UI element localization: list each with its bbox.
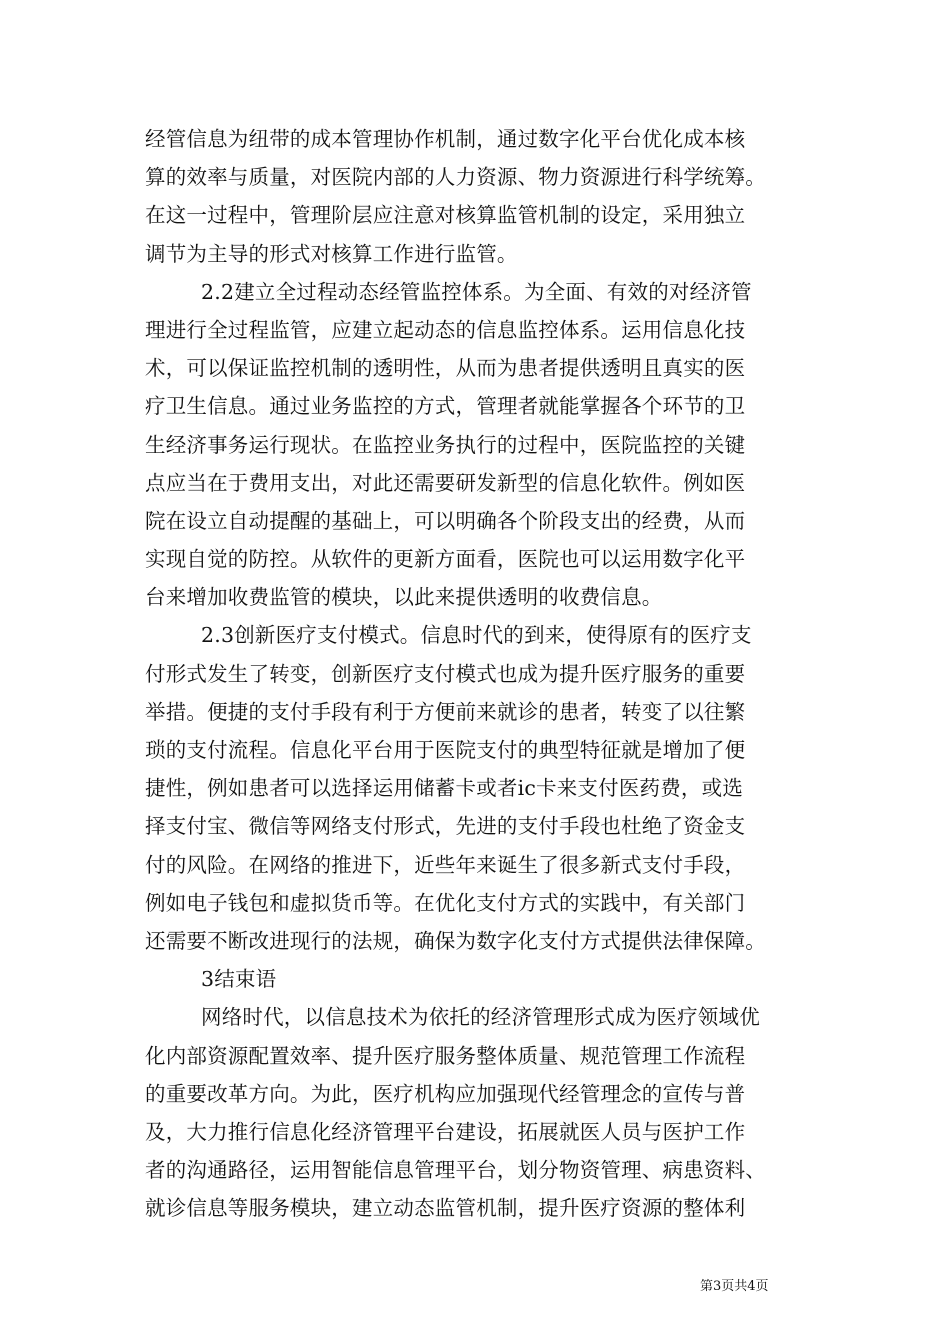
text-line: 算的效率与质量，对医院内部的人力资源、物力资源进行科学统筹。: [145, 165, 766, 190]
text-line: 理进行全过程监管，应建立起动态的信息监控体系。运用信息化技: [145, 317, 746, 342]
section-2-2-heading-line: 2.2建立全过程动态经管监控体系。为全面、有效的对经济管: [201, 279, 752, 304]
text-line: 就诊信息等服务模块，建立动态监管机制，提升医疗资源的整体利: [145, 1196, 746, 1221]
text-line: 院在设立自动提醒的基础上，可以明确各个阶段支出的经费，从而: [145, 508, 746, 533]
text-line: 付形式发生了转变，创新医疗支付模式也成为提升医疗服务的重要: [145, 661, 746, 686]
page-number: 第3页共4页: [700, 1279, 769, 1294]
text-line: 术，可以保证监控机制的透明性，从而为患者提供透明且真实的医: [145, 356, 746, 381]
text-line: 生经济事务运行现状。在监控业务执行的过程中，医院监控的关键: [145, 432, 746, 457]
text-line: 捷性，例如患者可以选择运用储蓄卡或者ic卡来支付医药费，或选: [145, 776, 744, 801]
text-line: 付的风险。在网络的推进下，近些年来诞生了很多新式支付手段，: [145, 852, 746, 877]
text-line: 例如电子钱包和虚拟货币等。在优化支付方式的实践中，有关部门: [145, 890, 746, 915]
section-3-heading: 3结束语: [201, 967, 277, 992]
text-line: 在这一过程中，管理阶层应注意对核算监管机制的设定，采用独立: [145, 203, 746, 228]
text-line: 点应当在于费用支出，对此还需要研发新型的信息化软件。例如医: [145, 470, 746, 495]
text-line: 台来增加收费监管的模块，以此来提供透明的收费信息。: [145, 585, 663, 610]
text-line: 择支付宝、微信等网络支付形式，先进的支付手段也杜绝了资金支: [145, 814, 746, 839]
text-line: 化内部资源配置效率、提升医疗服务整体质量、规范管理工作流程: [145, 1043, 746, 1068]
text-line: 还需要不断改进现行的法规，确保为数字化支付方式提供法律保障。: [145, 928, 766, 953]
text-line: 经管信息为纽带的成本管理协作机制，通过数字化平台优化成本核: [145, 127, 746, 151]
section-2-3-heading-line: 2.3创新医疗支付模式。信息时代的到来，使得原有的医疗支: [201, 623, 752, 648]
text-line: 者的沟通路径，运用智能信息管理平台，划分物资管理、病患资料、: [145, 1158, 766, 1183]
text-line: 网络时代，以信息技术为依托的经济管理形式成为医疗领域优: [201, 1005, 760, 1030]
text-line: 及，大力推行信息化经济管理平台建设，拓展就医人员与医护工作: [145, 1119, 746, 1144]
body-text: [145, 120, 807, 1227]
text-line: 实现自觉的防控。从软件的更新方面看，医院也可以运用数字化平: [145, 547, 746, 572]
text-line: 调节为主导的形式对核算工作进行监管。: [145, 241, 518, 266]
text-line: 举措。便捷的支付手段有利于方便前来就诊的患者，转变了以往繁: [145, 699, 746, 724]
text-line: 琐的支付流程。信息化平台用于医院支付的典型特征就是增加了便: [145, 738, 746, 762]
text-line: 疗卫生信息。通过业务监控的方式，管理者就能掌握各个环节的卫: [145, 394, 746, 419]
text-line: 的重要改革方向。为此，医疗机构应加强现代经管理念的宣传与普: [145, 1081, 746, 1106]
